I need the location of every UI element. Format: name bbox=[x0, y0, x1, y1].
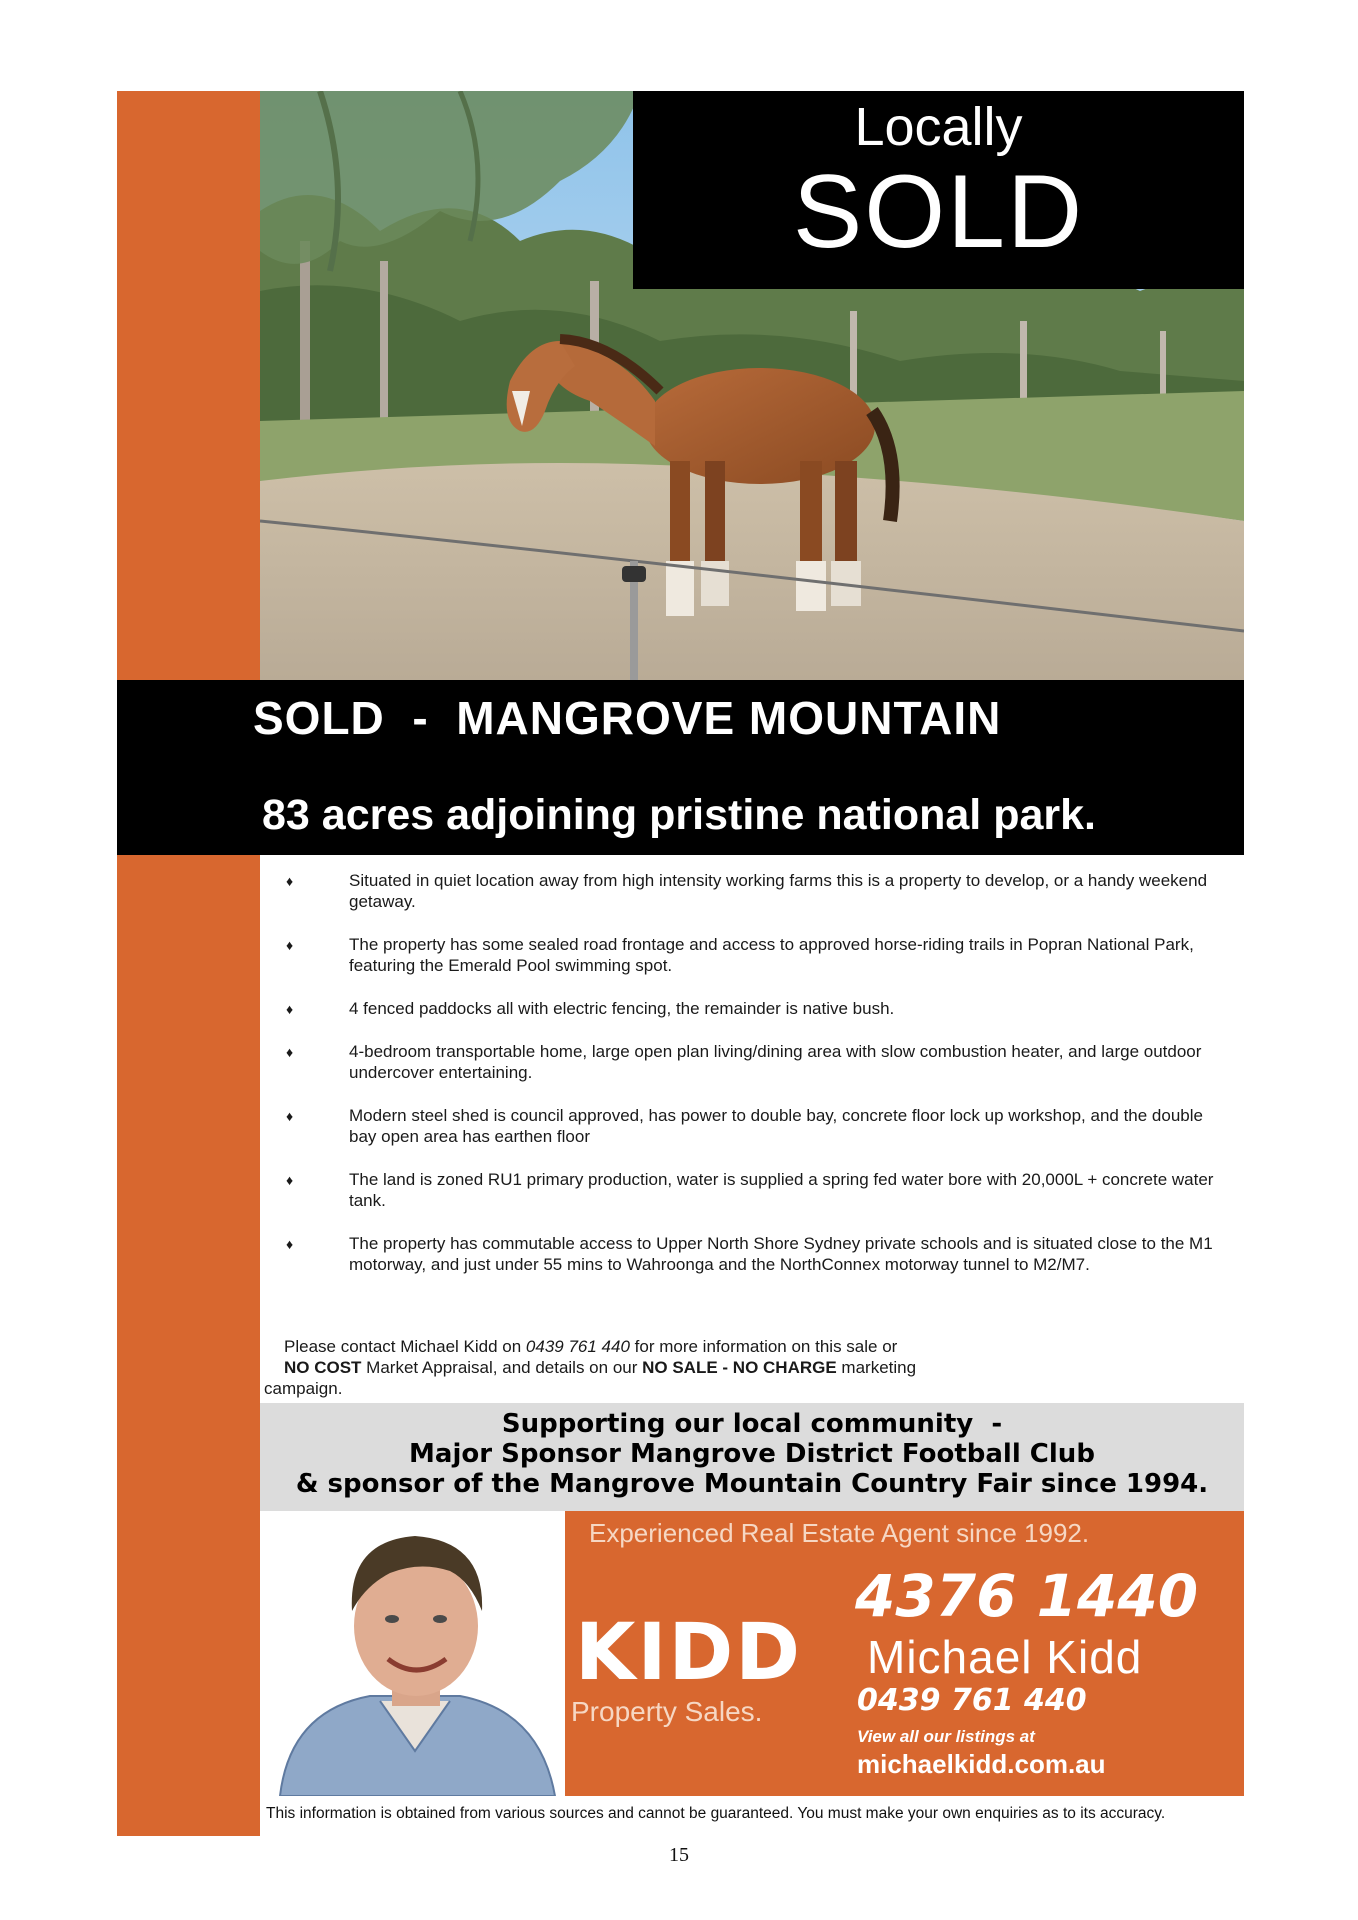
no-cost-text: NO COST bbox=[284, 1358, 362, 1377]
diamond-bullet-icon: ♦ bbox=[286, 1108, 294, 1124]
list-item: ♦ The land is zoned RU1 primary production, water is supplied a spring fed water bore with 20,000L + concrete water tank. bbox=[286, 1170, 1214, 1210]
sponsor-box bbox=[260, 1403, 1244, 1511]
locally-sold-banner bbox=[633, 91, 1244, 289]
diamond-bullet-icon: ♦ bbox=[286, 1001, 294, 1017]
list-item: ♦ Modern steel shed is council approved, has power to double bay, concrete floor lock up workshop, and the double bay open area has earthen floor bbox=[286, 1106, 1203, 1146]
kidd-logo: KIDD bbox=[575, 1608, 802, 1698]
sponsor-line-1: Supporting our local community - bbox=[501, 1409, 1003, 1439]
headline-title: SOLD - MANGROVE MOUNTAIN bbox=[253, 692, 1002, 744]
banner-locally-text: Locally bbox=[854, 97, 1023, 157]
contact-paragraph: Please contact Michael Kidd on 0439 761 440 for more information on this sale or NO COST Market Appraisal, and details on our NO SALE - NO CHARGE marketing campaign. bbox=[264, 1337, 917, 1398]
logo-subtitle: Property Sales. bbox=[571, 1696, 763, 1727]
list-item: ♦ Situated in quiet location away from high intensity working farms this is a property to develop, or a handy weekend getaway. bbox=[286, 871, 1208, 911]
listings-label: View all our listings at bbox=[857, 1727, 1035, 1746]
diamond-bullet-icon: ♦ bbox=[286, 873, 294, 889]
list-item: ♦ 4 fenced paddocks all with electric fencing, the remainder is native bush. bbox=[286, 999, 895, 1018]
list-item: ♦ The property has some sealed road frontage and access to approved horse-riding trails in Popran National Park, featuring the Emerald Pool swimming spot. bbox=[286, 935, 1194, 975]
website-link[interactable]: michaelkidd.com.au bbox=[857, 1749, 1106, 1779]
list-item: ♦ The property has commutable access to Upper North Shore Sydney private schools and is situated close to the M1 motorway, and just under 55 mins to Wahroonga and the NorthConnex motorway tunnel to M2/M7. bbox=[286, 1234, 1213, 1274]
headline-band bbox=[117, 680, 1244, 855]
agent-contact-panel bbox=[565, 1511, 1244, 1796]
headline-subtitle: 83 acres adjoining pristine national park. bbox=[262, 791, 1096, 839]
contact-phone[interactable]: 0439 761 440 bbox=[525, 1337, 630, 1356]
diamond-bullet-icon: ♦ bbox=[286, 937, 294, 953]
feature-list bbox=[280, 870, 1220, 1297]
mobile-phone[interactable]: 0439 761 440 bbox=[857, 1683, 1087, 1718]
diamond-bullet-icon: ♦ bbox=[286, 1044, 294, 1060]
office-phone[interactable]: 4376 1440 bbox=[855, 1562, 1199, 1630]
banner-sold-text: SOLD bbox=[792, 154, 1085, 270]
experience-tagline: Experienced Real Estate Agent since 1992. bbox=[589, 1518, 1090, 1548]
diamond-bullet-icon: ♦ bbox=[286, 1172, 294, 1188]
left-accent-stripe bbox=[117, 91, 260, 1836]
agent-name: Michael Kidd bbox=[867, 1631, 1143, 1683]
agent-photo bbox=[260, 1511, 565, 1796]
page-number: 15 bbox=[669, 1844, 689, 1866]
sponsor-line-3: & sponsor of the Mangrove Mountain Country Fair since 1994. bbox=[295, 1469, 1209, 1499]
disclaimer: This information is obtained from various sources and cannot be guaranteed. You must make your own enquiries as to its accuracy. bbox=[266, 1805, 1166, 1822]
list-item: ♦ 4-bedroom transportable home, large open plan living/dining area with slow combustion heater, and large outdoor undercover entertaining. bbox=[286, 1042, 1202, 1082]
no-sale-text: NO SALE - NO CHARGE bbox=[642, 1358, 837, 1377]
diamond-bullet-icon: ♦ bbox=[286, 1236, 294, 1252]
sponsor-line-2: Major Sponsor Mangrove District Football Club bbox=[409, 1439, 1095, 1469]
